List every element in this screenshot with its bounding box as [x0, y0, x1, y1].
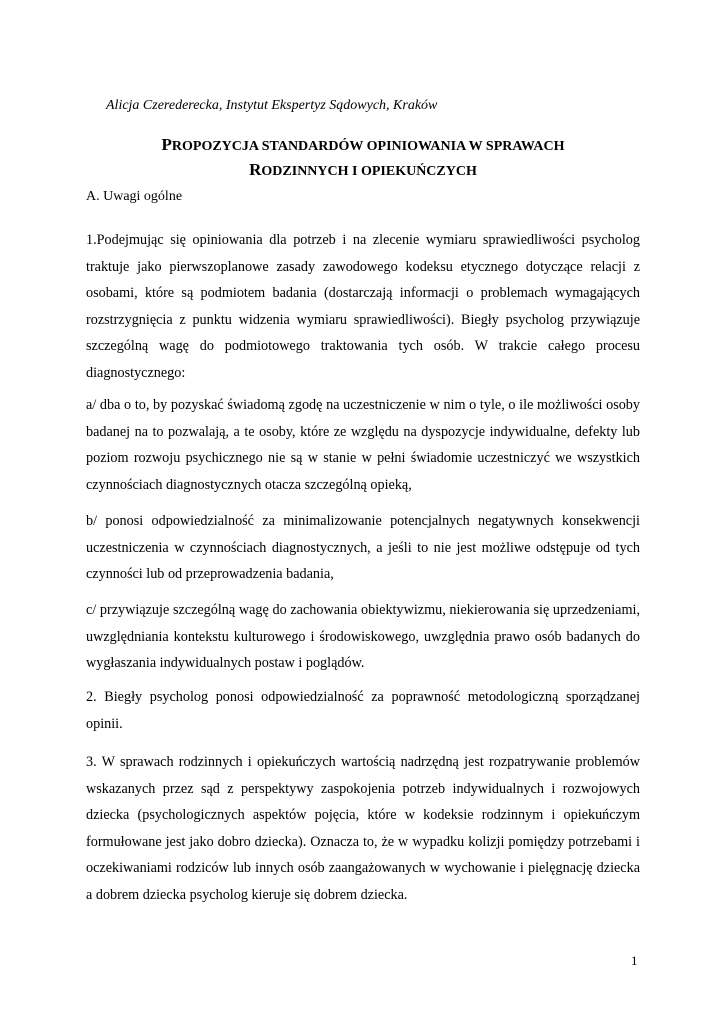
- title-line-1-initial: P: [161, 135, 172, 154]
- paragraph-1: 1.Podejmując się opiniowania dla potrzeb i na zlecenie wymiaru sprawiedliwości psycholog traktuje jako pierwszoplanowe zasady zawodowego kodeksu etycznego dotyczące relacji z osobami, które są podmiotem badania (dostarczają informacji o problemach wymagających rozstrzygnięcia z punktu widzenia wymiaru sprawiedliwości). Biegły psycholog przywiązuje szczególną wagę do podmiotowego traktowania tych osób. W trakcie całego procesu diagnostycznego:: [86, 232, 640, 381]
- paragraph-1c: c/ przywiązuje szczególną wagę do zachowania obiektywizmu, niekierowania się uprzedzeniami, uwzględniania kontekstu kulturowego i środowiskowego, uwzględnia prawo osób badanych do wygłaszania indywidualnych postaw i poglądów.: [86, 602, 640, 672]
- title-line-2-rest: ODZINNYCH I OPIEKUŃCZYCH: [261, 164, 477, 179]
- page-number: 1: [631, 953, 638, 968]
- title-line-2-initial: R: [249, 160, 262, 179]
- paragraph-1b: b/ ponosi odpowiedzialność za minimalizowanie potencjalnych negatywnych konsekwencji uczestniczenia w czynnościach diagnostycznych, a jeśli to nie jest możliwe odstępuje od tych czynności lub od przeprowadzenia badania,: [86, 513, 640, 583]
- title-line-1-rest: ROPOZYCJA STANDARDÓW OPINIOWANIA W SPRAWACH: [171, 139, 565, 154]
- author-line: Alicja Czerederecka, Instytut Ekspertyz Sądowych, Kraków: [106, 98, 438, 113]
- paragraph-3: 3. W sprawach rodzinnych i opiekuńczych wartością nadrzędną jest rozpatrywanie problemów wskazanych przez sąd z perspektywy zaspokojenia potrzeb indywidualnych i rozwojowych dziecka (psychologicznych aspektów pojęcia, które w kodeksie rodzinnym i opiekuńczym formułowane jest jako dobro dziecka). Oznacza to, że w wypadku kolizji pomiędzy potrzebami i oczekiwaniami rodziców lub innych osób zaangażowanych w wychowanie i pielęgnację dziecka a dobrem dziecka psycholog kieruje się dobrem dziecka.: [86, 754, 640, 903]
- title-line-1: [86, 133, 640, 158]
- document-title: [86, 133, 640, 183]
- paragraph-1a: a/ dba o to, by pozyskać świadomą zgodę na uczestniczenie w nim o tyle, o ile możliwości osoby badanej na to pozwalają, a te osoby, które ze względu na dyspozycje indywidualne, defekty lub poziom rozwoju psychicznego nie są w stanie w pełni świadomie uczestniczyć we wszystkich czynnościach diagnostycznych otacza szczególną opieką,: [86, 397, 640, 493]
- title-line-2: [86, 158, 640, 183]
- section-heading: A. Uwagi ogólne: [86, 189, 183, 204]
- paragraph-2: 2. Biegły psycholog ponosi odpowiedzialność za poprawność metodologiczną sporządzanej opinii.: [86, 689, 640, 732]
